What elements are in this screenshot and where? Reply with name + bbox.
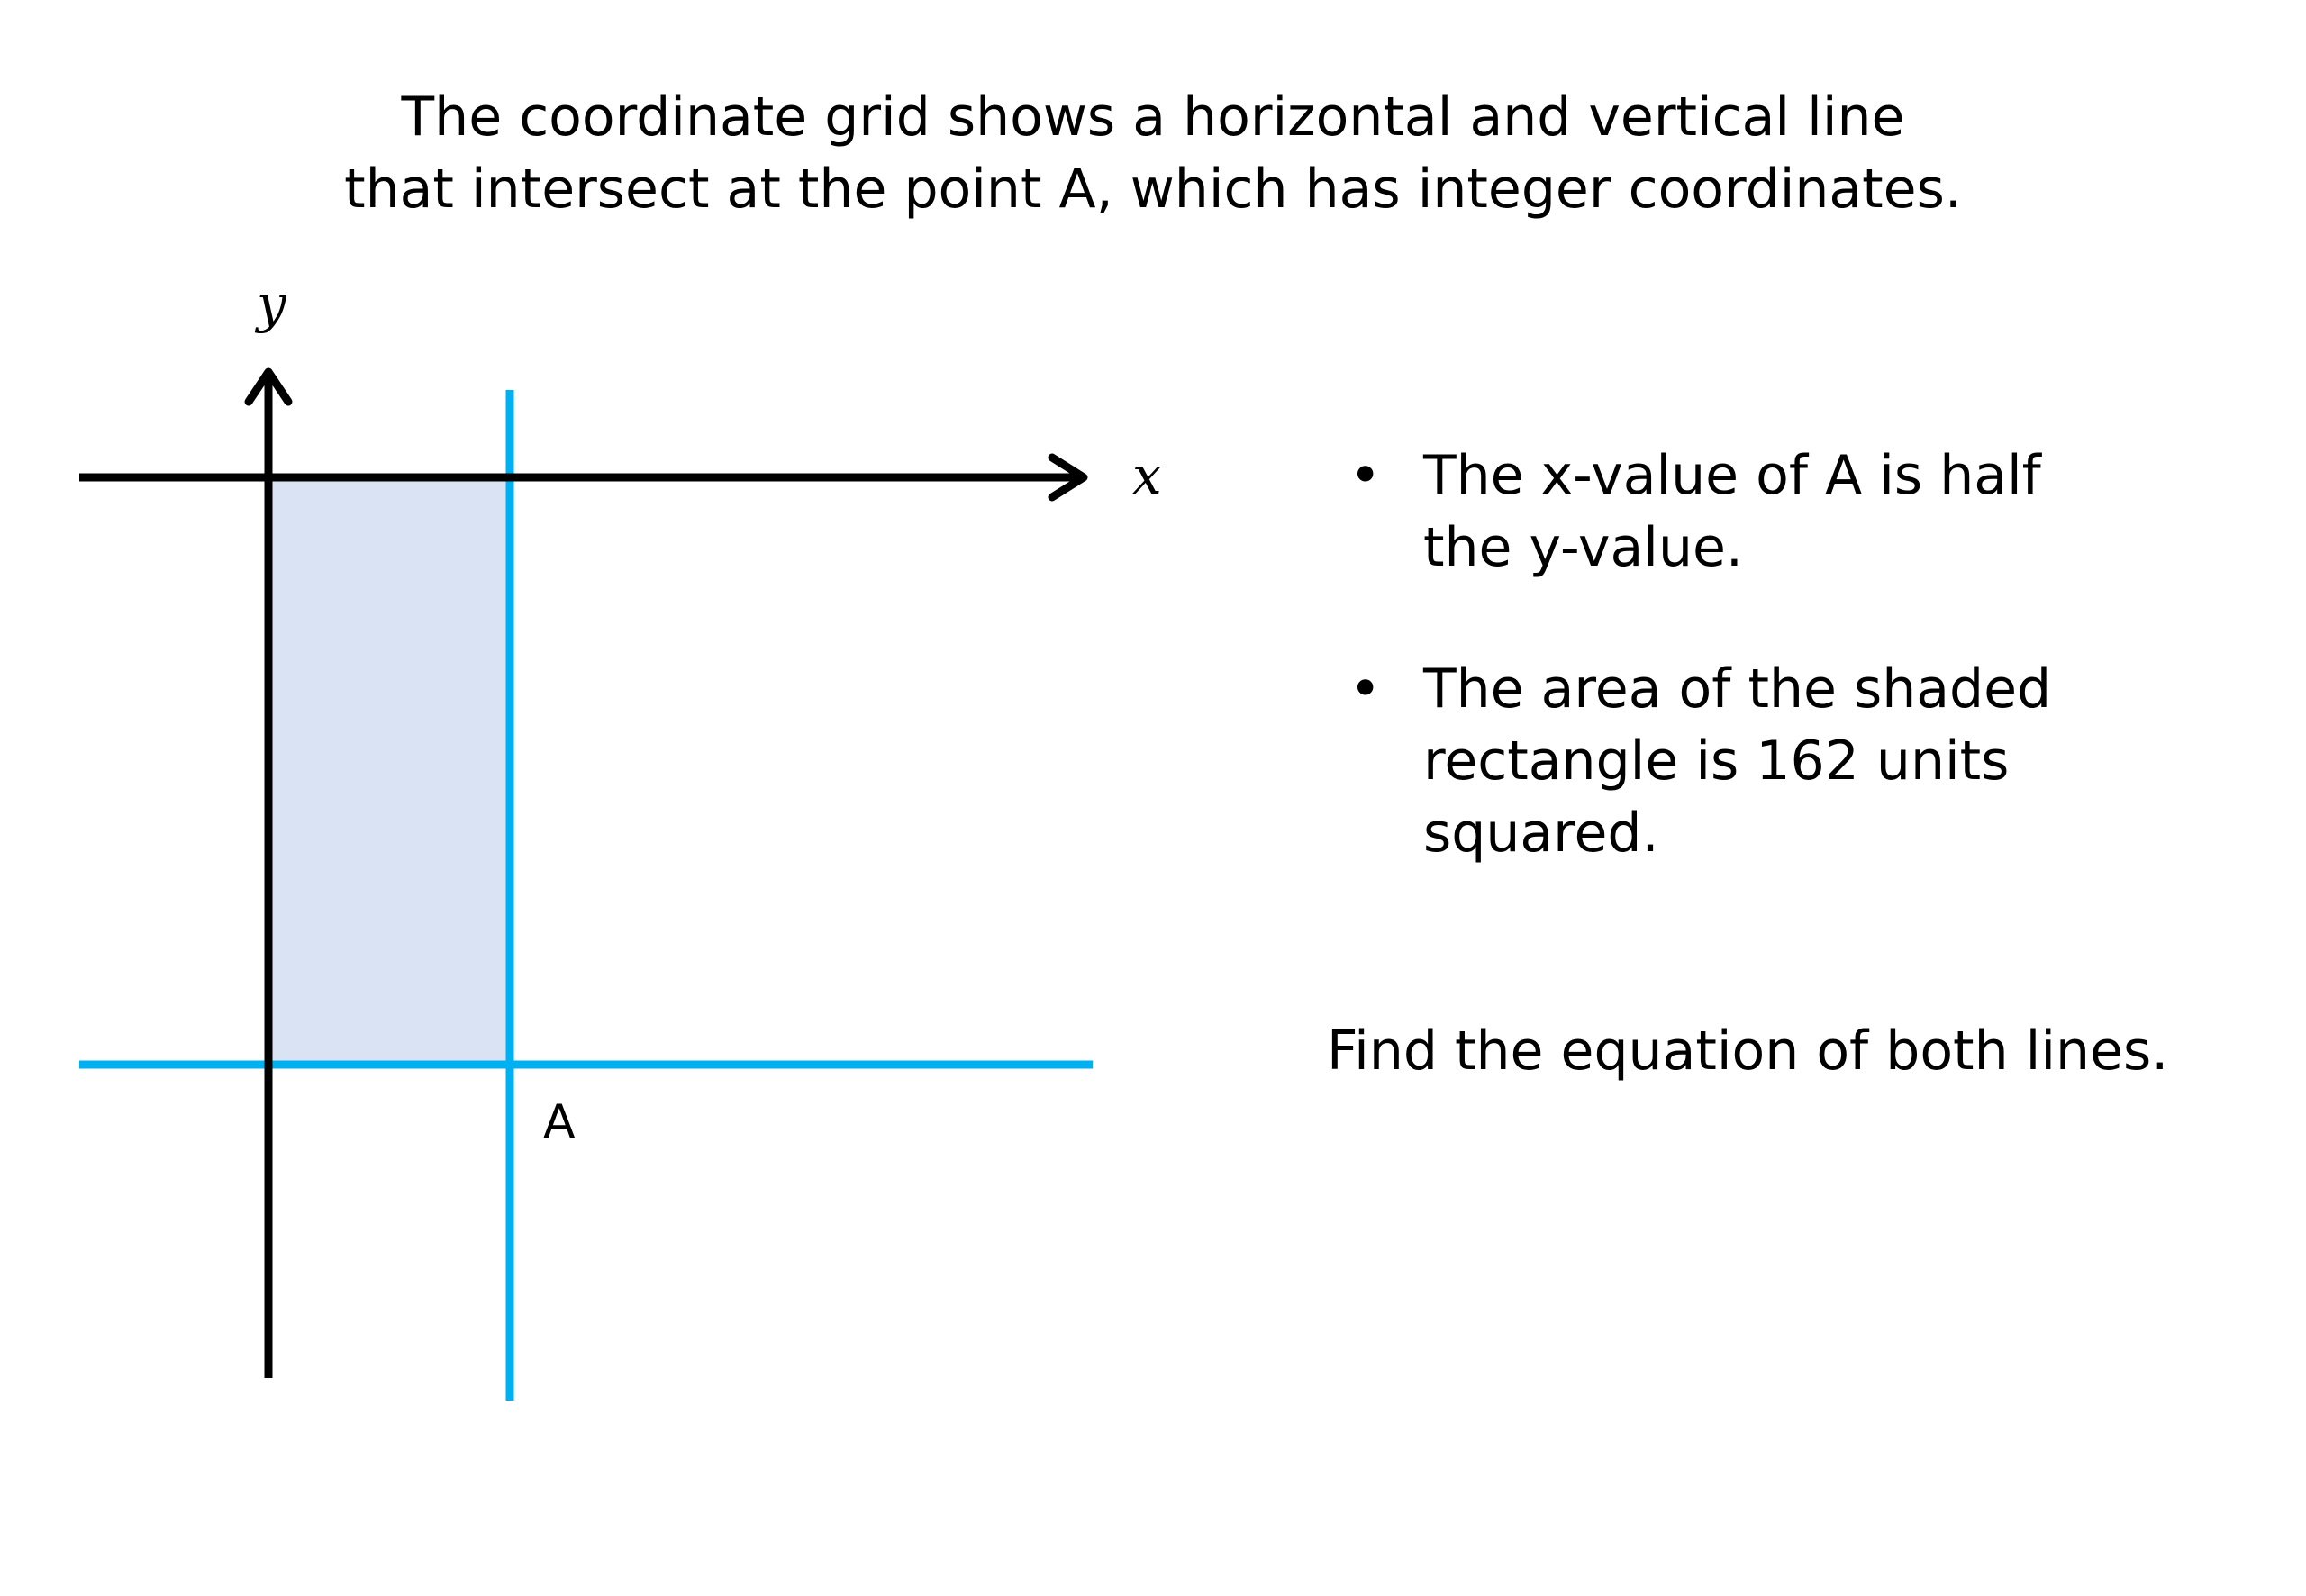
bullet-text-line: squared. <box>1423 802 1659 865</box>
shaded-rectangle <box>268 477 510 1065</box>
bullet-text <box>1423 653 2108 869</box>
y-axis-label: y <box>257 273 286 334</box>
bullet-text-line: rectangle is 162 units <box>1423 730 2010 793</box>
bullet-text-line: The area of the shaded <box>1423 657 2052 721</box>
bullet-symbol: • <box>1349 657 1382 721</box>
bullet-text <box>1423 440 2108 584</box>
point-a-label: A <box>543 1095 576 1149</box>
task-instruction: Find the equation of both lines. <box>1327 1020 2169 1083</box>
bullet-text-line: the y-value. <box>1423 516 1743 579</box>
title-line-1: The coordinate grid shows a horizontal and vertical line <box>401 86 1905 149</box>
bullet-symbol: • <box>1349 444 1382 507</box>
title-line-2: that intersect at the point A, which has integer coordinates. <box>344 158 1962 221</box>
x-axis-label: x <box>1132 445 1162 506</box>
bullet-text-line: The x-value of A is half <box>1423 444 2041 507</box>
